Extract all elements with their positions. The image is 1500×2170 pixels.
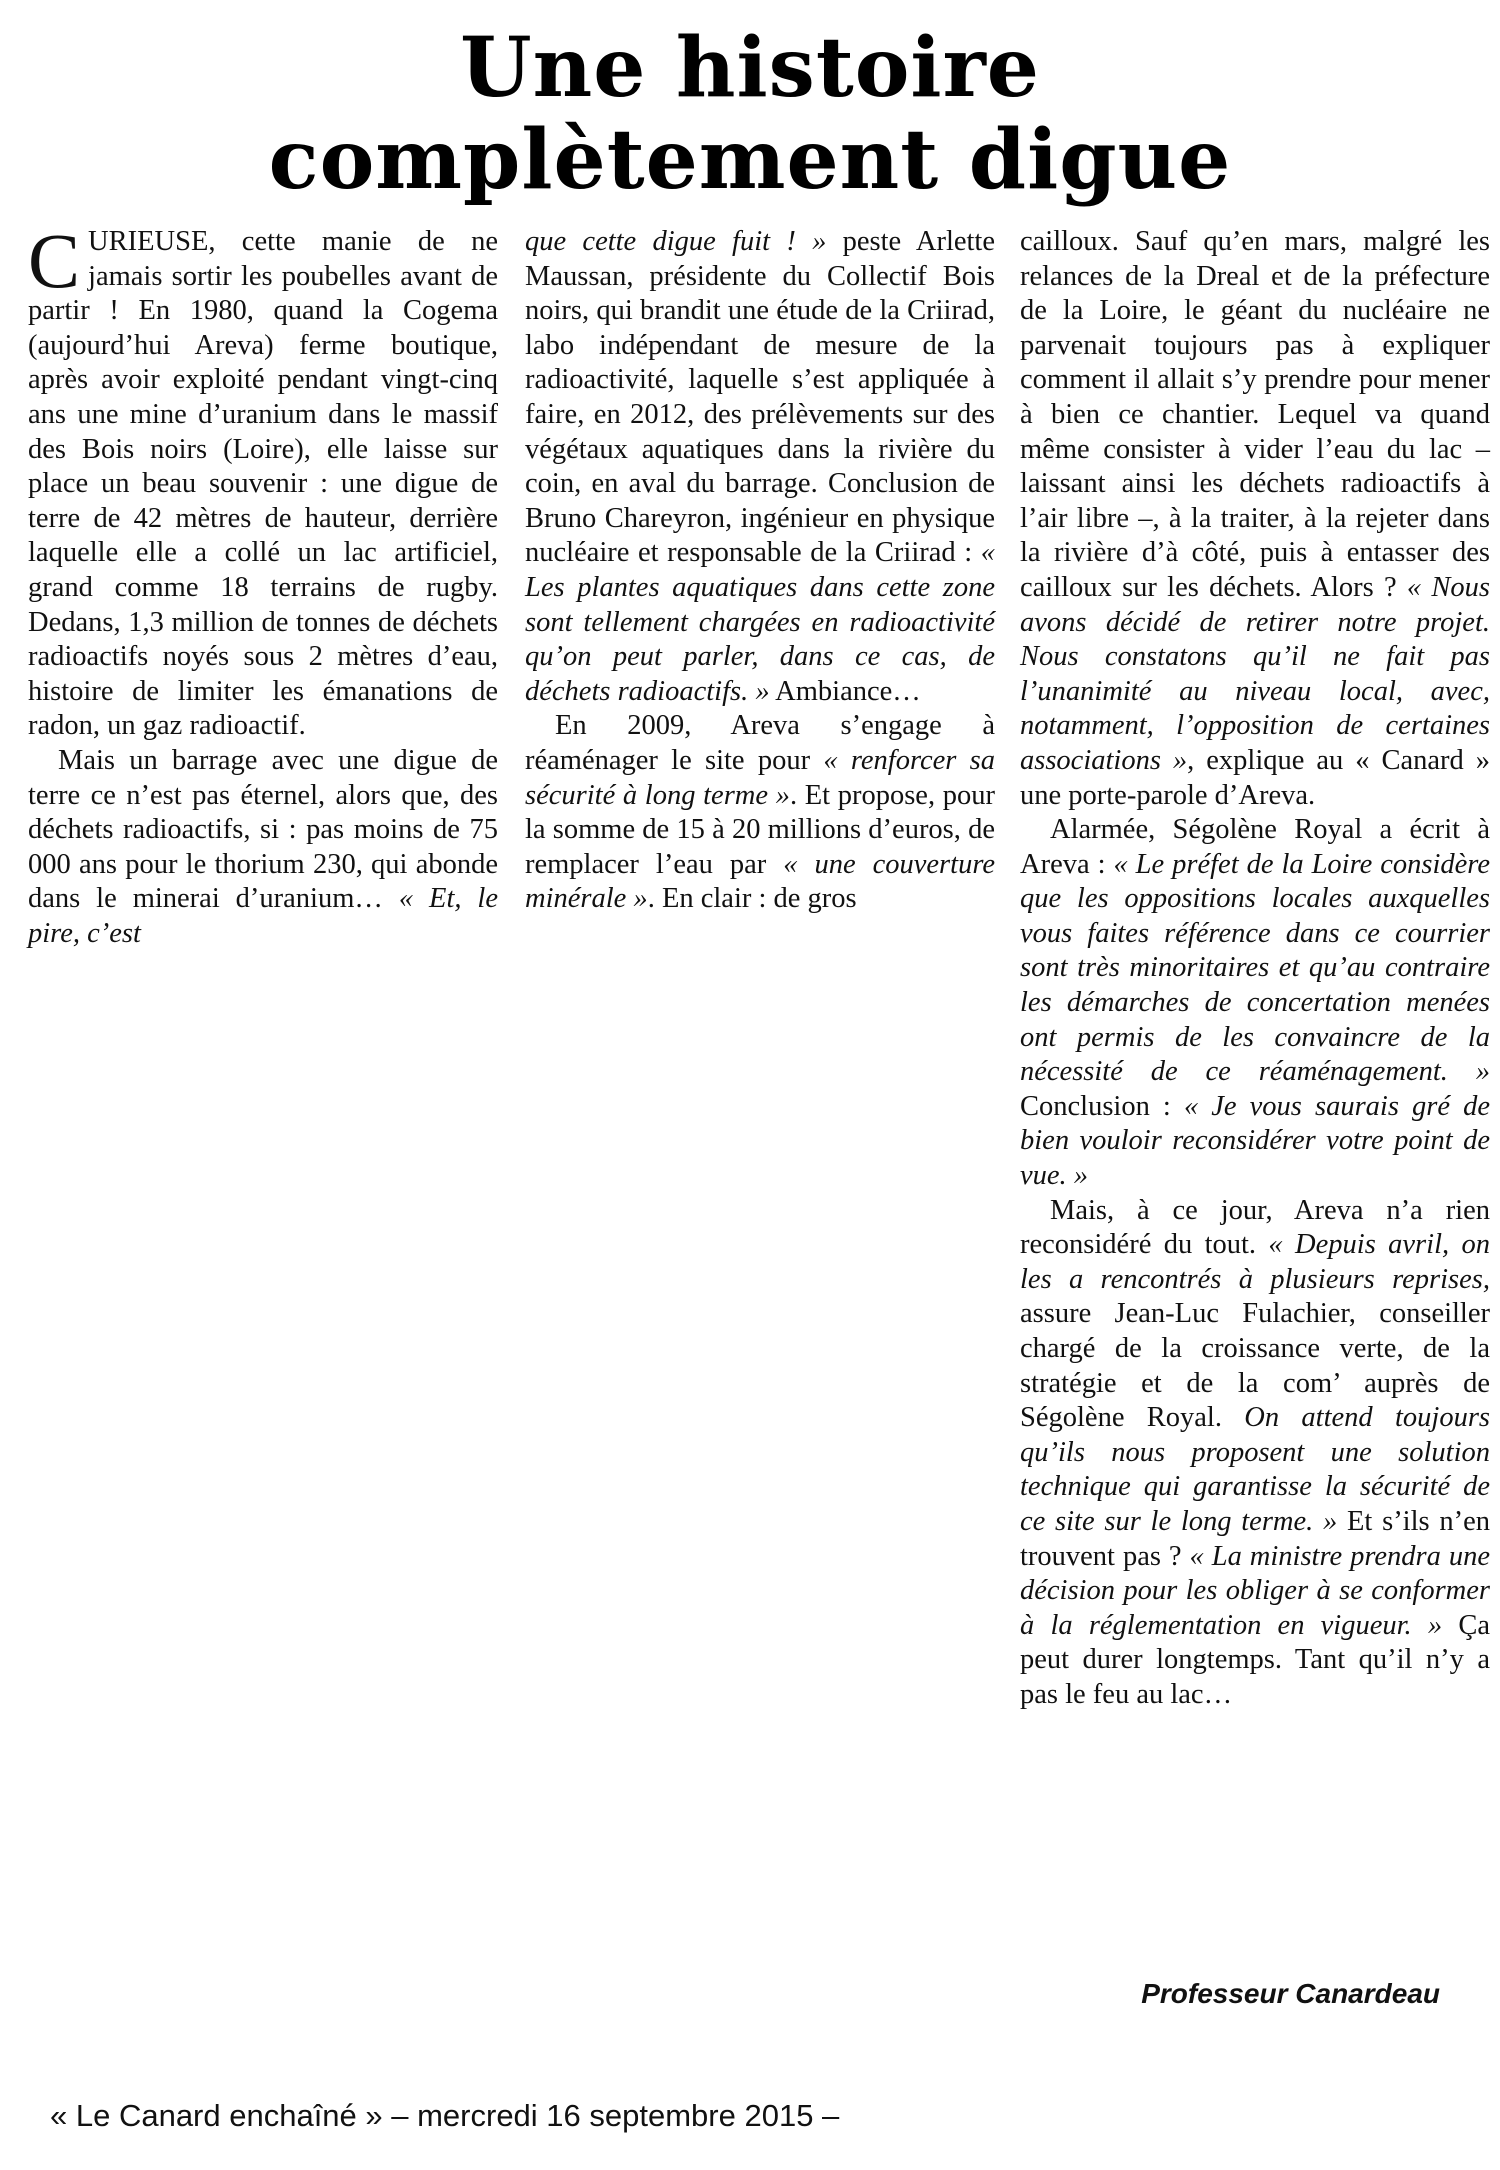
paragraph-text: En 2009, Areva s’engage à réaménager le site pour: [525, 710, 995, 776]
quote-text: On attend toujours qu’ils nous proposent une solution technique qui garantisse la sécurité de ce site sur le long terme. »: [1020, 1402, 1491, 1537]
quote-text: « Je vous saurais gré de bien vouloir reconsidérer votre point de vue. »: [1020, 1090, 1490, 1192]
article-headline: [0, 22, 1500, 206]
drop-cap: C: [28, 217, 81, 304]
paragraph-text: Mais un barrage avec une digue de terre ce n’est pas éternel, alors que, des déchets radioactifs, si : pas moins de 75 000 ans pour le thorium 230, qui abonde dans le minerai d’uranium…: [28, 744, 498, 915]
quote-text: « renforcer sa sécurité à long terme »: [525, 744, 995, 811]
author-signature: Professeur Canardeau: [1141, 1978, 1440, 2009]
quote-text: « La ministre prendra une décision pour les obliger à se conformer à la réglementation en vigueur. »: [1020, 1540, 1490, 1641]
quote-text: que cette digue fuit ! »: [525, 226, 827, 257]
paragraph: [525, 225, 995, 709]
quote-text: « Depuis avril, on les a rencontrés à plusieurs reprises,: [1020, 1229, 1490, 1295]
paragraph: [525, 709, 995, 917]
headline-line-2: complètement digue: [268, 112, 1232, 208]
paragraph-text: peste Arlette Maussan, présidente du Collectif Bois noirs, qui brandit une étude de la Criirad, labo indépendant de mesure de la radioactivité, laquelle s’est appliquée à faire, en 2012, des prélèvements sur des végétaux aquatiques dans la rivière du coin, en aval du barrage. Conclusion de Bruno Chareyron, ingénieur en physique nucléaire et responsable de la Criirad :: [525, 226, 995, 569]
paragraph: [28, 217, 498, 744]
article-column-1: [28, 217, 498, 951]
article-column-2: [525, 225, 995, 917]
paragraph-text: . Et propose, pour la somme de 15 à 20 millions d’euros, de remplacer l’eau par: [525, 779, 995, 880]
quote-text: « Nous avons décidé de retirer notre projet. Nous constatons qu’il ne fait pas l’unanimité au niveau local, avec, notamment, l’opposition de certaines associations »: [1020, 571, 1490, 776]
paragraph-text: cailloux. Sauf qu’en mars, malgré les relances de la Dreal et de la préfecture de la Loire, le géant du nucléaire ne parvenait toujours pas à expliquer comment il allait s’y prendre pour mener à bien ce chantier. Lequel va quand même consister à vider l’eau du lac – laissant ainsi les déchets radioactifs à l’air libre –, à la traiter, à la rejeter dans la rivière d’à côté, puis à entasser des cailloux sur les déchets. Alors ?: [1020, 226, 1490, 603]
paragraph: [1020, 813, 1490, 1194]
paragraph-text: , explique au « Canard » une porte-parole d’Areva.: [1020, 744, 1490, 811]
quote-text: « Et, le pire, c’est: [28, 883, 498, 949]
publication-footer: « Le Canard enchaîné » – mercredi 16 septembre 2015 –: [50, 2098, 840, 2133]
paragraph-text: Ça peut durer longtemps. Tant qu’il n’y a pas le feu au lac…: [1020, 1609, 1490, 1710]
paragraph: [28, 744, 498, 952]
paragraph-text: Mais, à ce jour, Areva n’a rien reconsidéré du tout.: [1020, 1194, 1490, 1261]
article-column-3: [1020, 225, 1490, 1713]
quote-text: « une couverture minérale »: [525, 848, 996, 915]
paragraph: [1020, 1194, 1490, 1713]
paragraph: [1020, 225, 1490, 813]
paragraph-text: assure Jean-Luc Fulachier, conseiller chargé de la croissance verte, de la stratégie et de la com’ auprès de Ségolène Royal.: [1020, 1298, 1490, 1434]
paragraph-text: Et s’ils n’en trouvent pas ?: [1020, 1505, 1490, 1572]
paragraph-text: Alarmée, Ségolène Royal a écrit à Areva :: [1020, 814, 1490, 880]
paragraph-text: Conclusion :: [1020, 1090, 1184, 1122]
quote-text: « Les plantes aquatiques dans cette zone sont tellement chargées en radioactivité qu’on peut parler, dans ce cas, de déchets radioactifs. »: [525, 537, 995, 707]
quote-text: « Le préfet de la Loire considère que les oppositions locales auxquelles vous faites référence dans ce courrier sont très minoritaires et qu’au contraire les démarches de concertation menées ont permis de les convaincre de la nécessité de ce réaménagement. »: [1020, 848, 1490, 1088]
paragraph-text: . En clair : de gros: [647, 883, 857, 915]
paragraph-text: Ambiance…: [769, 675, 921, 707]
paragraph-text: URIEUSE, cette manie de ne jamais sortir les poubelles avant de partir ! En 1980, quand la Cogema (aujourd’hui Areva) ferme boutique, après avoir exploité pendant vingt-cinq ans une mine d’uranium dans le massif des Bois noirs (Loire), elle laisse sur place un beau souvenir : une digue de terre de 42 mètres de hauteur, derrière laquelle elle a collé un lac artificiel, grand comme 18 terrains de rugby. Dedans, 1,3 million de tonnes de déchets radioactifs noyés sous 2 mètres d’eau, histoire de limiter les émanations de radon, un gaz radioactif.: [28, 226, 498, 742]
headline-line-1: Une histoire: [460, 20, 1040, 116]
